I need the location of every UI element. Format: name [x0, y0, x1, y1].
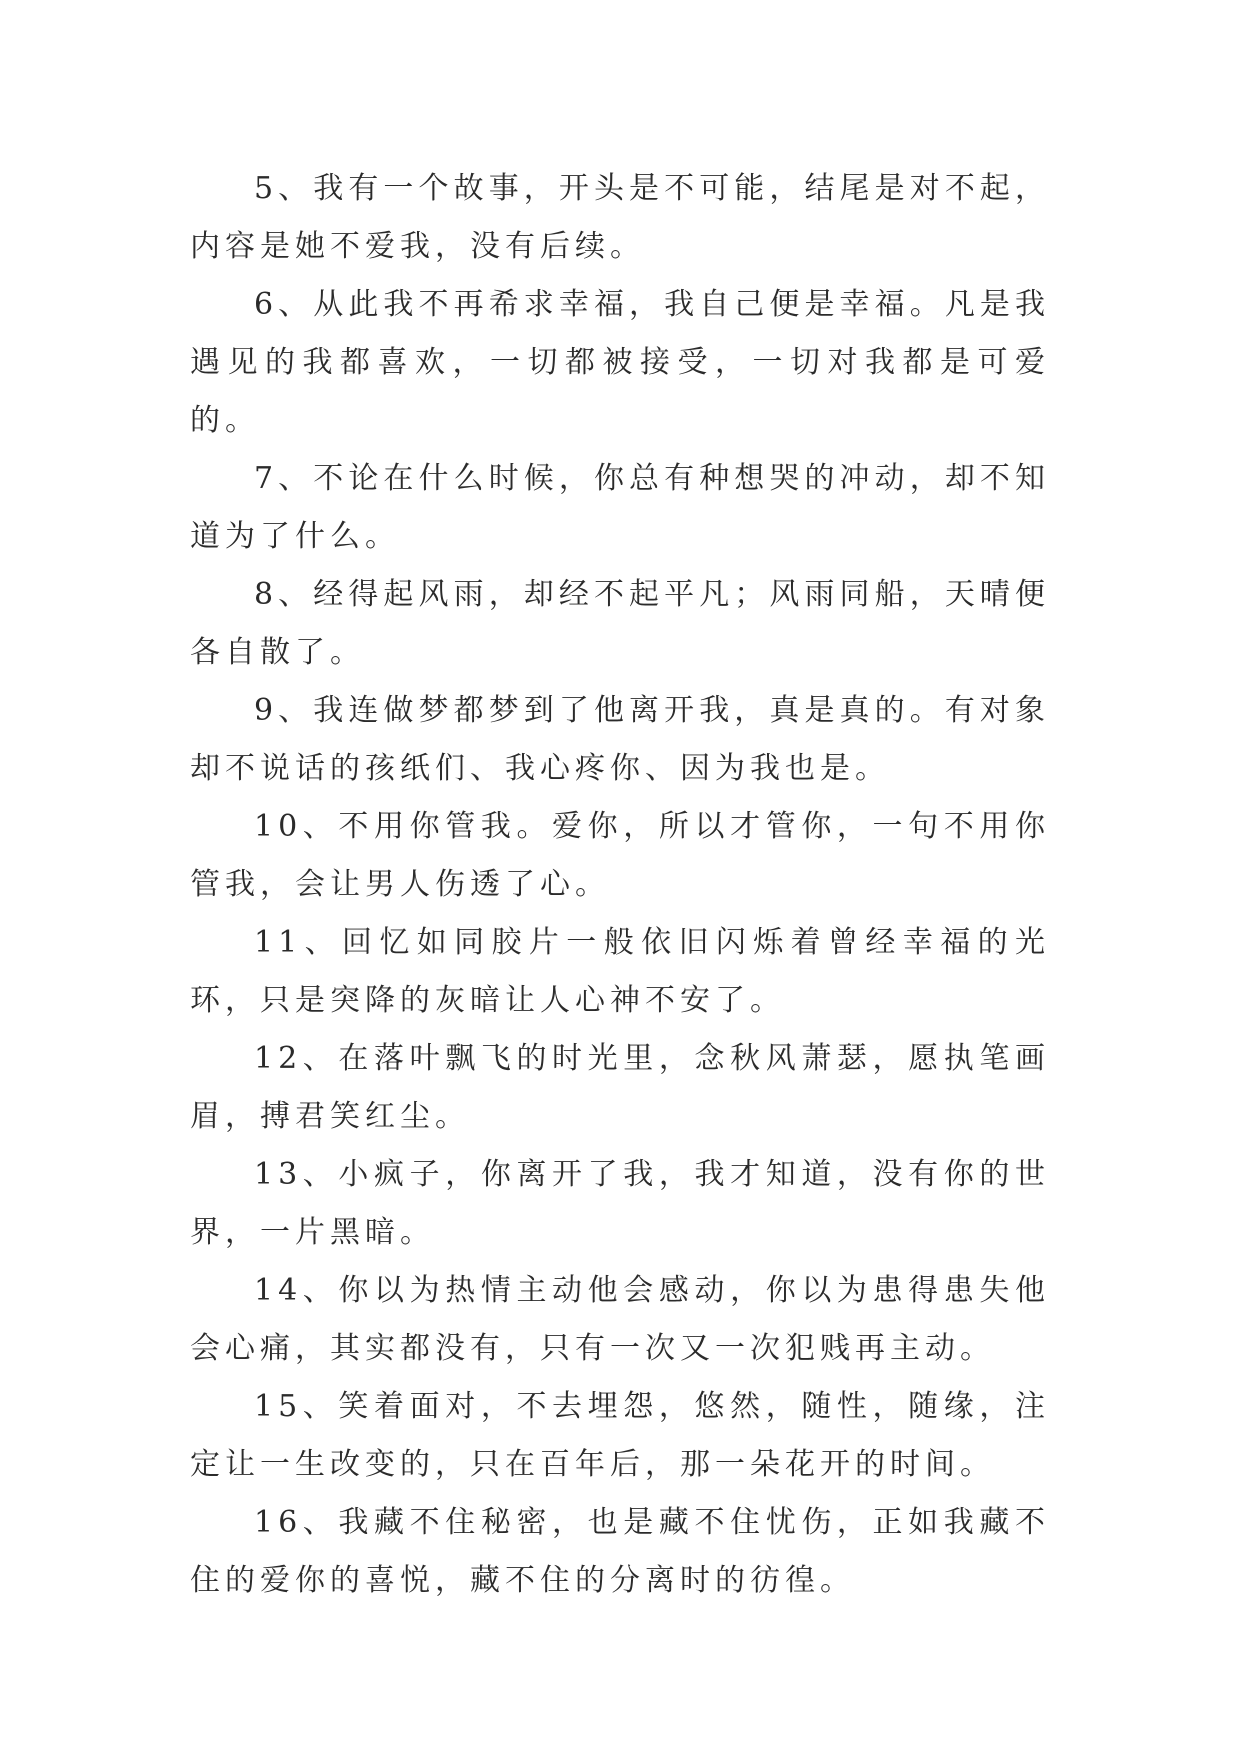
document-body	[190, 160, 1050, 1610]
paragraph-8: 8、经得起风雨，却经不起平凡；风雨同船，天晴便各自散了。	[190, 577, 1050, 670]
paragraph-12: 12、在落叶飘飞的时光里，念秋风萧瑟，愿执笔画眉，搏君笑红尘。	[190, 1041, 1050, 1134]
paragraph-11: 11、回忆如同胶片一般依旧闪烁着曾经幸福的光环，只是突降的灰暗让人心神不安了。	[190, 925, 1050, 1018]
paragraph-13: 13、小疯子，你离开了我，我才知道，没有你的世界，一片黑暗。	[190, 1157, 1050, 1250]
paragraph-16: 16、我藏不住秘密，也是藏不住忧伤，正如我藏不住的爱你的喜悦，藏不住的分离时的彷徨。	[190, 1505, 1050, 1598]
paragraph-14: 14、你以为热情主动他会感动，你以为患得患失他会心痛，其实都没有，只有一次又一次犯贱再主动。	[190, 1273, 1050, 1366]
paragraph-6: 6、从此我不再希求幸福，我自己便是幸福。凡是我遇见的我都喜欢，一切都被接受，一切对我都是可爱的。	[190, 287, 1050, 438]
paragraph-5: 5、我有一个故事，开头是不可能，结尾是对不起，内容是她不爱我，没有后续。	[190, 171, 1050, 264]
paragraph-7: 7、不论在什么时候，你总有种想哭的冲动，却不知道为了什么。	[190, 461, 1050, 554]
paragraph-9: 9、我连做梦都梦到了他离开我，真是真的。有对象却不说话的孩纸们、我心疼你、因为我也是。	[190, 693, 1050, 786]
paragraph-10: 10、不用你管我。爱你，所以才管你，一句不用你管我，会让男人伤透了心。	[190, 809, 1050, 902]
paragraph-15: 15、笑着面对，不去埋怨，悠然，随性，随缘，注定让一生改变的，只在百年后，那一朵花开的时间。	[190, 1389, 1050, 1482]
